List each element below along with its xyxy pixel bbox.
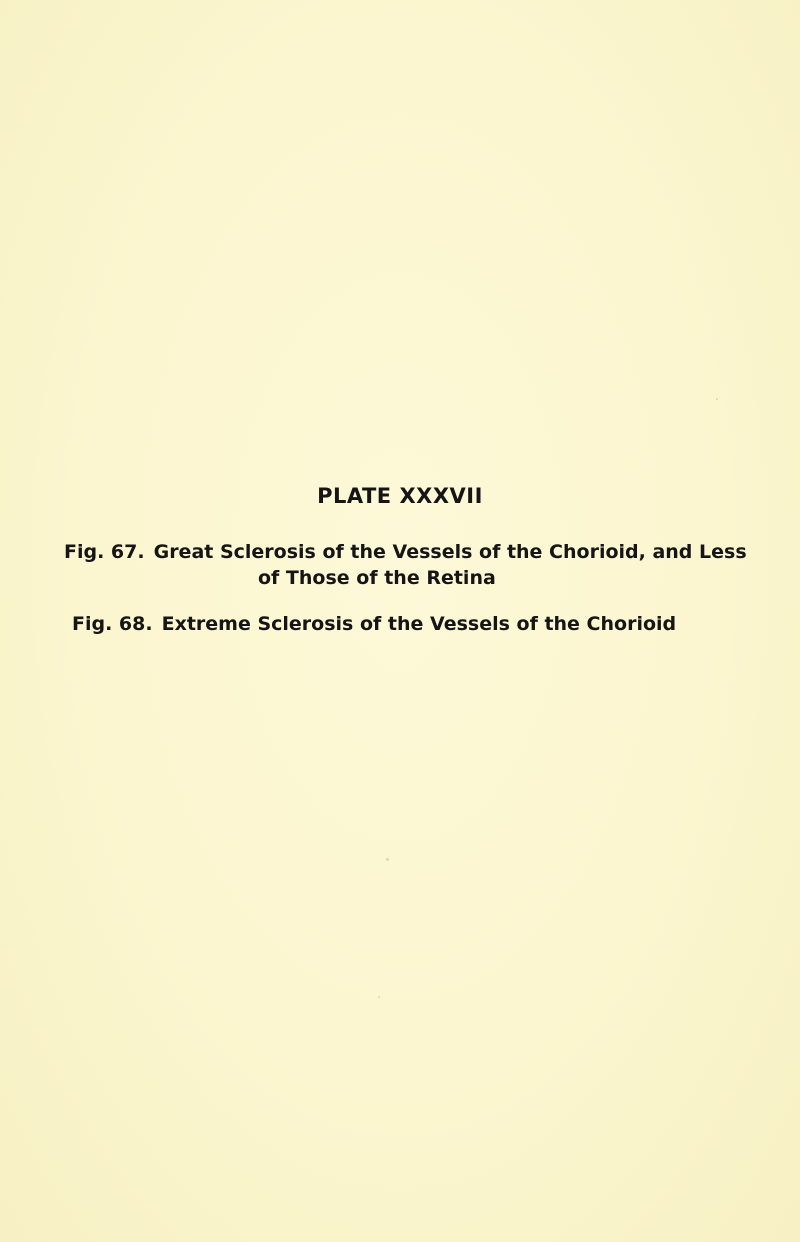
figure-67-caption-line1: Great Sclerosis of the Vessels of the Chorioid, and Less bbox=[153, 541, 747, 563]
figure-68-caption-line1: Extreme Sclerosis of the Vessels of the Chorioid bbox=[161, 613, 677, 635]
figure-68-caption bbox=[72, 611, 676, 637]
figure-67-caption-line2: of Those of the Retina bbox=[258, 567, 496, 589]
figure-67-number: Fig. 67. bbox=[64, 541, 145, 563]
paper-speck bbox=[386, 858, 389, 861]
paper-speck bbox=[378, 996, 380, 998]
paper-speck bbox=[716, 398, 718, 400]
figure-68-number: Fig. 68. bbox=[72, 613, 153, 635]
figure-67-caption bbox=[64, 539, 747, 565]
plate-title: PLATE XXXVII bbox=[317, 484, 483, 508]
